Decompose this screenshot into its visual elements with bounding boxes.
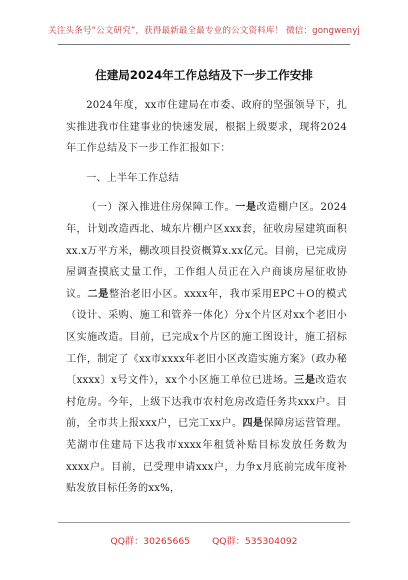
section-heading: 一、上半年工作总结 [86,172,179,184]
point-label-1: 一是 [235,202,257,214]
header-divider [58,44,350,45]
housing-paragraph [66,197,347,499]
para-text-3: 整治老旧小区。xxxx年，我市采用EPC＋O的模式（设计、采购、施工和管养一体化）分x个片区对xx个老旧小区实施改造。目前，已完成x个片区的施工图设计，施工招标工作，制定了《xx市xxxx年老旧小区改造实施方案》（政办秘〔xxxx〕x号文件），xx个小区施工单位已进场。 [66,288,347,387]
point-label-3: 三是 [294,375,316,387]
header-banner [0,24,408,36]
point-label-4: 四是 [242,418,264,430]
para-text-2: 改造棚户区。2024年，计划改造西北、城东片棚户区xxx套，征收房屋建筑面积xx.x万平方米，棚改项目投资概算x.xx亿元。目前，已完成房屋调查摸底丈量工作，工作组人员正在入户商谈房屋征收协议。 [66,202,347,300]
footer-qq-group-2: QQ群：535304092 [212,536,298,547]
footer-divider [58,522,350,523]
footer-qq-group-1: QQ群：30265665 [110,536,191,547]
header-banner-text: 关注头条号“公文研究”，获得最新最全最专业的公文资料库！ 微信：gongwenyj [48,26,360,36]
intro-paragraph: 2024年度，xx市住建局在市委、政府的坚强领导下，扎实推进我市住建事业的快速发展，根据上级要求，现将2024年工作总结及下一步工作汇报如下： [66,100,347,155]
para-text-5: 保障房运营管理。芜湖市住建局下达我市xxxx年租赁补贴目标发放任务数为xxxx户。目前，已受理申请xxx户，力争x月底前完成年度补贴发放目标任务的xx%， [66,418,347,495]
document-body [66,95,347,500]
para-text-1: （一）深入推进住房保障工作。 [86,202,236,214]
document-title: 住建局2024年工作总结及下一步工作安排 [95,68,313,82]
para-text-4: 改造农村危房。今年，上级下达我市农村危房改造任务共xxx户。目前，全市共上报xxx户，已完工xx户。 [66,375,347,430]
footer [0,533,408,547]
point-label-2: 二是 [87,288,109,300]
